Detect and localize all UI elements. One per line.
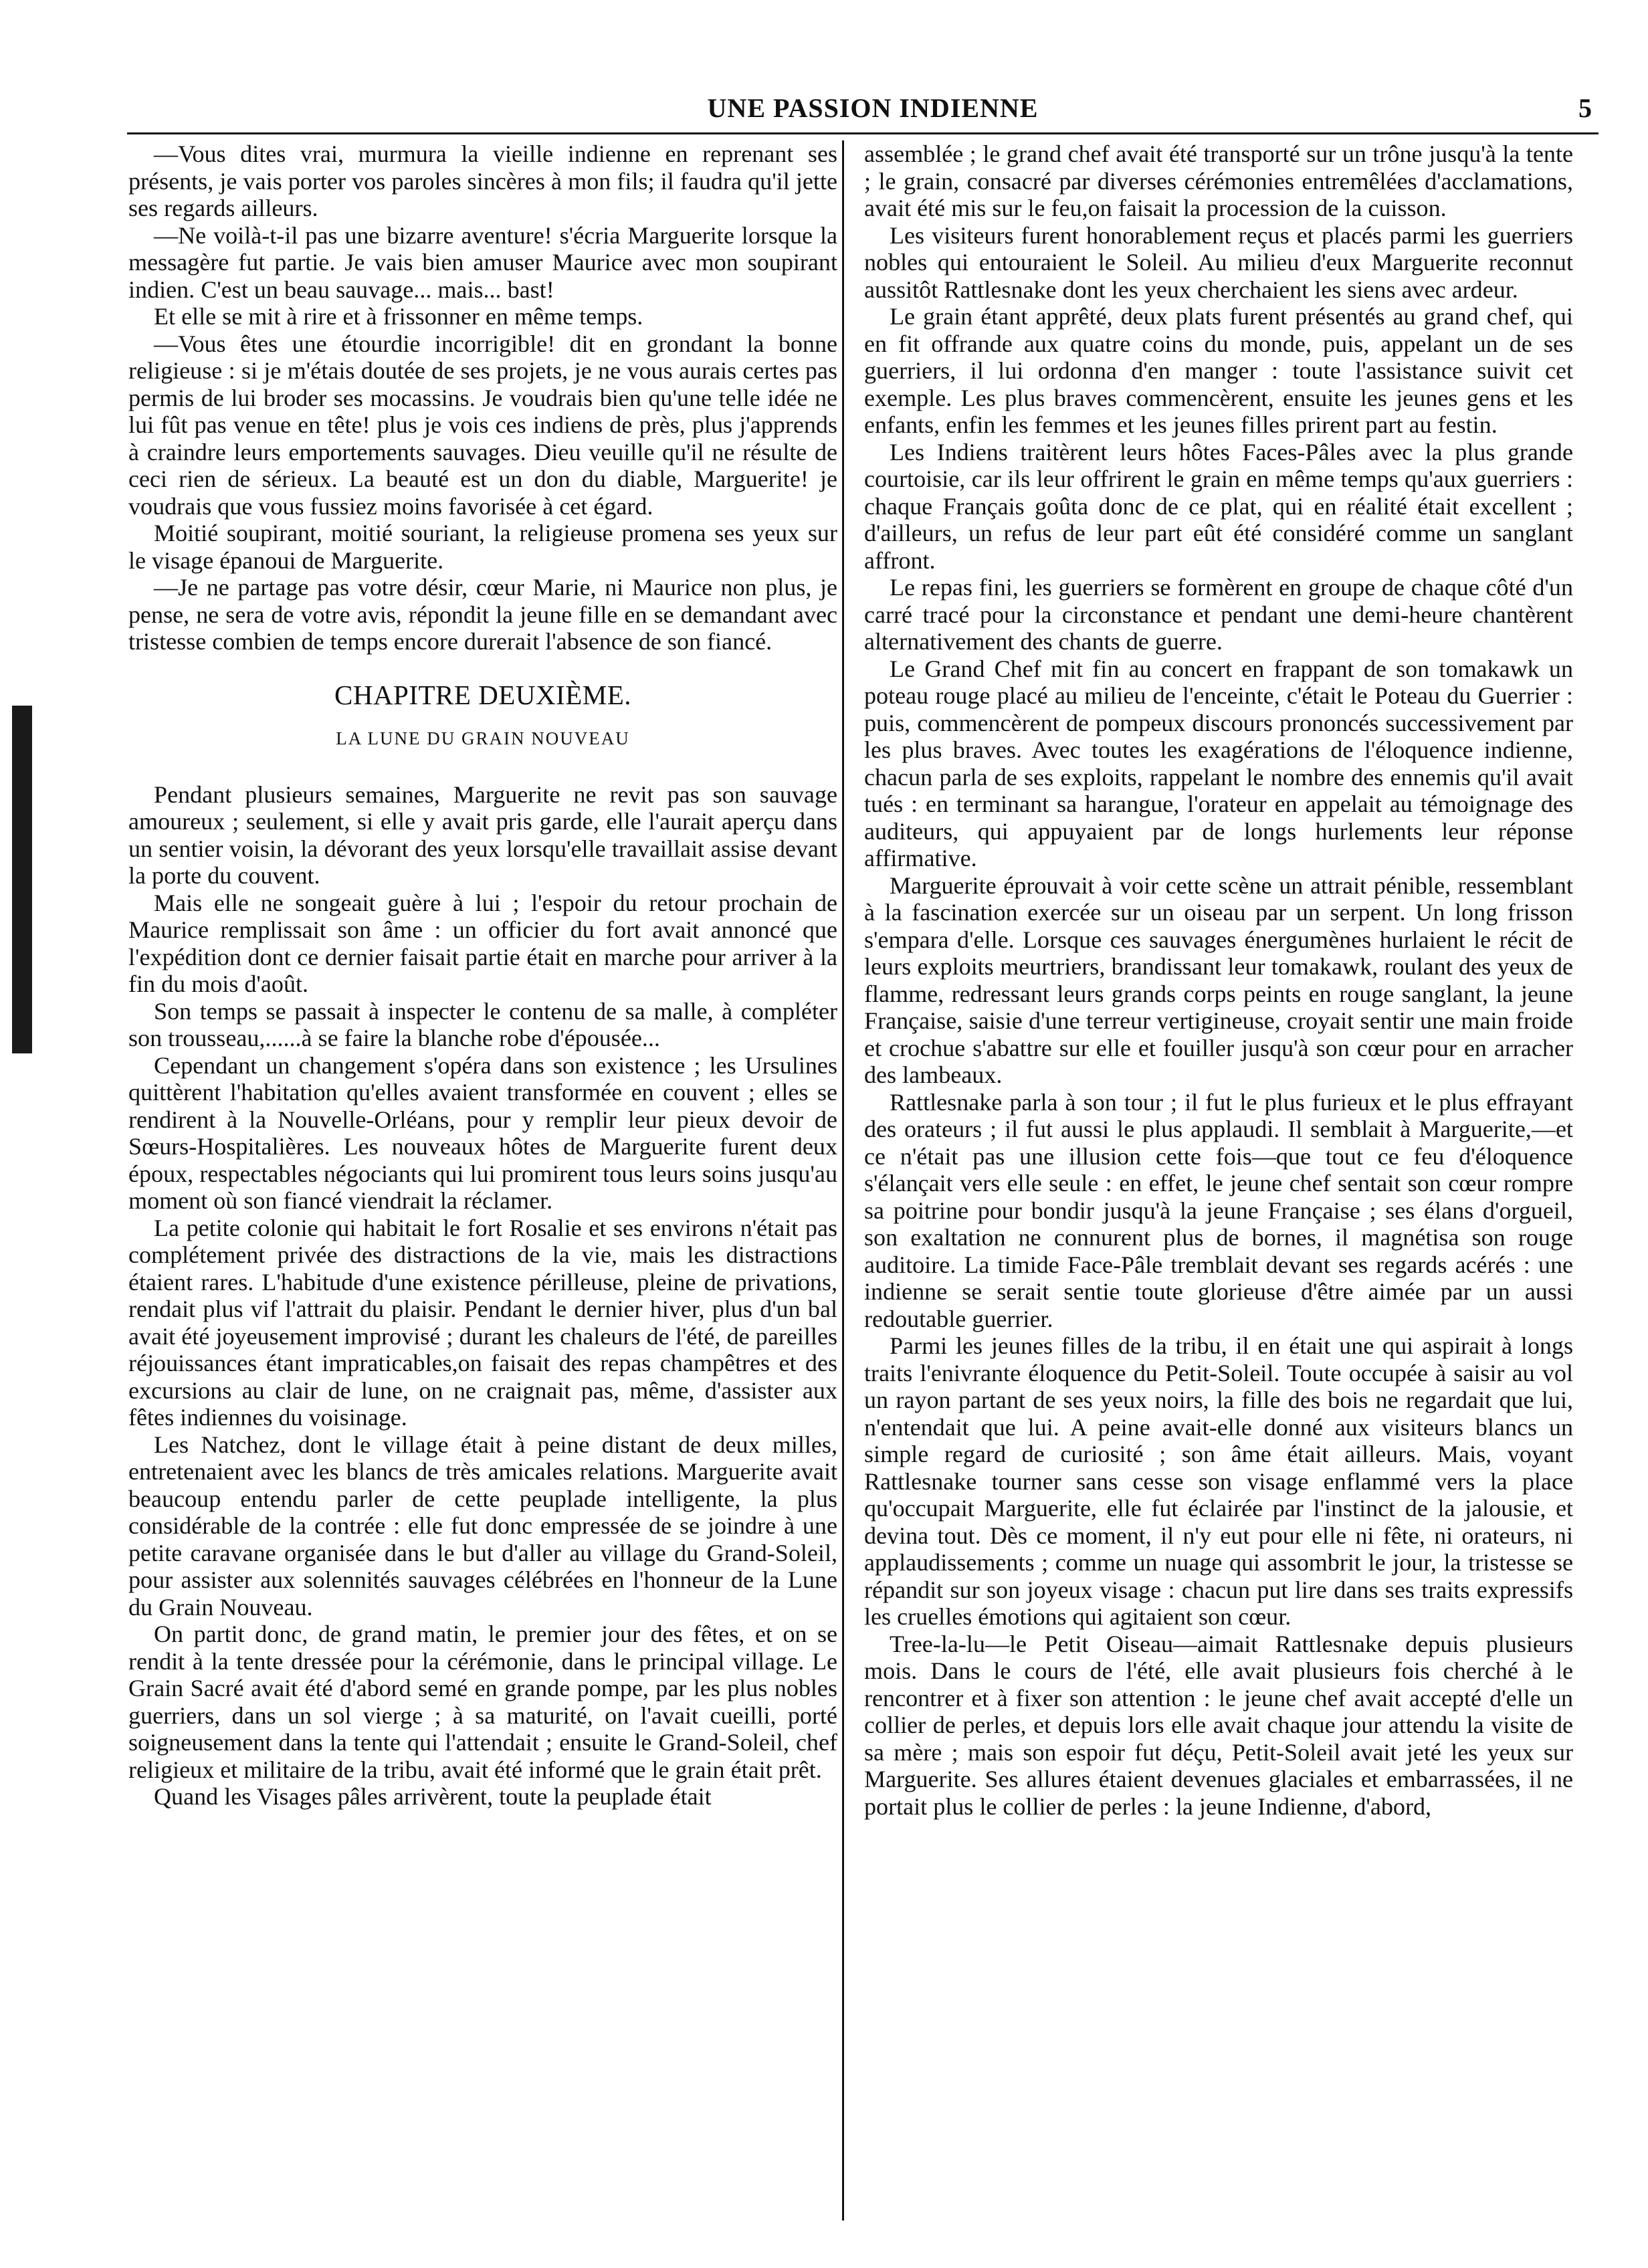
header-rule xyxy=(127,132,1599,134)
paragraph: —Vous dites vrai, murmura la vieille indienne en reprenant ses présents, je vais porter vos paroles sincères à mon fils; il faudra qu'il jette ses regards ailleurs. xyxy=(128,140,837,221)
paragraph: Les visiteurs furent honorablement reçus et placés parmi les guerriers nobles qui entouraient le Soleil. Au milieu d'eux Marguerite reconnut aussitôt Rattlesnake dont les yeux cherchaient les siens avec ardeur. xyxy=(864,221,1573,303)
paragraph: Son temps se passait à inspecter le contenu de sa malle, à compléter son trousseau,......à se faire la blanche robe d'épousée... xyxy=(128,997,837,1051)
chapter-title: CHAPITRE DEUXIÈME. xyxy=(334,679,632,710)
left-column xyxy=(128,140,837,2221)
paragraph: Cependant un changement s'opéra dans son existence ; les Ursulines quittèrent l'habitation qu'elles avaient transformée en couvent ; elles se rendirent à la Nouvelle-Orléans, pour y remplir leur pieux devoir de Sœurs-Hospitalières. Les nouveaux hôtes de Marguerite furent deux époux, respectables négociants qui lui promirent tous leurs soins jusqu'au moment où son fiancé viendrait la réclamer. xyxy=(128,1051,837,1214)
paragraph: —Vous êtes une étourdie incorrigible! dit en grondant la bonne religieuse : si je m'étais doutée de ses projets, je ne vous aurais certes pas permis de lui broder ses mocassins. Je voudrais bien qu'une telle idée ne lui fût pas venue en tête! plus je vois ces indiens de près, plus j'apprends à craindre leurs emportements sauvages. Dieu veuille qu'il ne résulte de ceci rien de sérieux. La beauté est un don du diable, Marguerite! je voudrais que vous fussiez moins favorisée à cet égard. xyxy=(128,330,837,520)
paragraph: Parmi les jeunes filles de la tribu, il en était une qui aspirait à longs traits l'enivrante éloquence du Petit-Soleil. Toute occupée à saisir au vol un rayon partant de ses yeux noirs, la fille des bois ne regardait que lui, n'entendait que lui. A peine avait-elle donné aux visiteurs blancs un simple regard de curiosité ; son âme était ailleurs. Mais, voyant Rattlesnake tourner sans cesse son visage enflammé vers la place qu'occupait Marguerite, elle fut éclairée par l'instinct de la jalousie, et devina tout. Dès ce moment, il n'y eut pour elle ni fête, ni orateurs, ni applaudissements ; comme un nuage qui assombrit le jour, la tristesse se répandit sur son joyeux visage : chacun put lire dans ses traits expressifs les cruelles émotions qui agitaient son cœur. xyxy=(864,1332,1573,1630)
paragraph: Le Grand Chef mit fin au concert en frappant de son tomakawk un poteau rouge placé au milieu de l'enceinte, c'était le Poteau du Guerrier : puis, commencèrent de pompeux discours prononcés successivement par les plus braves. Avec toutes les exagérations de l'éloquence indienne, chacun parla de ses exploits, rappelant le nombre des ennemis qu'il avait tués : en terminant sa harangue, l'orateur en appelait au témoignage des auditeurs, qui appuyaient par de longs hurlements leur réponse affirmative. xyxy=(864,655,1573,871)
paragraph: Quand les Visages pâles arrivèrent, toute la peuplade était xyxy=(154,1783,712,1810)
paragraph: Tree-la-lu—le Petit Oiseau—aimait Rattlesnake depuis plusieurs mois. Dans le cours de l'été, elle avait plusieurs fois cherché à le rencontrer et à fixer son attention : le jeune chef avait accepté d'elle un collier de perles, et depuis lors elle avait chaque jour attendu la visite de sa mère ; mais son espoir fut déçu, Petit-Soleil avait jeté les yeux sur Marguerite. Ses allures étaient devenues glaciales et embarrassées, il ne portait plus le collier de perles : la jeune Indienne, d'abord, xyxy=(864,1630,1573,1820)
right-column xyxy=(864,140,1573,2221)
paragraph: assemblée ; le grand chef avait été transporté sur un trône jusqu'à la tente ; le grain, consacré par diverses cérémonies entremêlées d'acclamations, avait été mis sur le feu,on faisait la procession de la cuisson. xyxy=(864,140,1573,221)
page-header xyxy=(154,88,1592,130)
paragraph: Marguerite éprouvait à voir cette scène un attrait pénible, ressemblant à la fascination exercée sur un oiseau par un serpent. Un long frisson s'empara d'elle. Lorsque ces sauvages énergumènes hurlaient le récit de leurs exploits meurtriers, brandissant leur tomakawk, roulant des yeux de flamme, redressant leurs grands corps peints en rouge sanglant, la jeune Française, saisie d'une terreur vertigineuse, croyait sentir une main froide et crochue s'abattre sur elle et fouiller jusqu'à son cœur pour en arracher des lambeaux. xyxy=(864,871,1573,1088)
paragraph: Les Indiens traitèrent leurs hôtes Faces-Pâles avec la plus grande courtoisie, car ils leur offrirent le grain en même temps qu'aux guerriers : chaque Français goûta donc de ce plat, qui en réalité était excellent ; d'ailleurs, un refus de leur part eût été considéré comme un sanglant affront. xyxy=(864,438,1573,574)
paragraph: Mais elle ne songeait guère à lui ; l'espoir du retour prochain de Maurice remplissait son âme : un officier du fort avait annoncé que l'expédition dont ce dernier faisait partie était en marche pour arriver à la fin du mois d'août. xyxy=(128,889,837,997)
paragraph: Les Natchez, dont le village était à peine distant de deux milles, entretenaient avec les blancs de très amicales relations. Marguerite avait beaucoup entendu parler de cette peuplade intelligente, la plus considérable de la contrée : elle fut donc empressée de se joindre à une petite caravane organisée dans le but d'aller au village du Grand-Soleil, pour assister aux solennités sauvages célébrées en l'honneur de la Lune du Grain Nouveau. xyxy=(128,1431,837,1621)
paragraph: Pendant plusieurs semaines, Marguerite ne revit pas son sauvage amoureux ; seulement, si elle y avait pris garde, elle l'aurait aperçu dans un sentier voisin, la dévorant des yeux lorsqu'elle travaillait assise devant la porte du couvent. xyxy=(128,781,837,889)
column-divider xyxy=(842,140,844,2221)
paragraph: Rattlesnake parla à son tour ; il fut le plus furieux et le plus effrayant des orateurs ; il fut aussi le plus applaudi. Il semblait à Marguerite,—et ce n'était pas une illusion cette fois—que tout ce feu d'éloquence s'élançait vers elle seule : en effet, le jeune chef sentait son cœur rompre sa poitrine pour bondir jusqu'à la jeune Française ; ses élans d'orgueil, son exaltation ne connurent plus de bornes, il magnétisa son rouge auditoire. La timide Face-Pâle tremblait devant ses regards acérés : une indienne se serait sentie toute glorieuse d'être aimée par un aussi redoutable guerrier. xyxy=(864,1088,1573,1332)
paragraph: La petite colonie qui habitait le fort Rosalie et ses environs n'était pas complétement privée des distractions de la vie, mais les distractions étaient rares. L'habitude d'une existence périlleuse, pleine de privations, rendait plus vif l'attrait du plaisir. Pendant le dernier hiver, plus d'un bal avait été joyeusement improvisé ; durant les chaleurs de l'été, de pareilles réjouissances étant impraticables,on faisait des repas champêtres et des excursions au clair de lune, on ne craignait pas, même, d'assister aux fêtes indiennes du voisinage. xyxy=(128,1214,837,1431)
paragraph: —Ne voilà-t-il pas une bizarre aventure! s'écria Marguerite lorsque la messagère fut partie. Je vais bien amuser Maurice avec mon soupirant indien. C'est un beau sauvage... mais... bast! xyxy=(128,221,837,303)
section-title: LA LUNE DU GRAIN NOUVEAU xyxy=(336,728,630,748)
paragraph: —Je ne partage pas votre désir, cœur Marie, ni Maurice non plus, je pense, ne sera de votre avis, répondit la jeune fille en se demandant avec tristesse combien de temps encore durerait l'absence de son fiancé. xyxy=(128,574,837,655)
binding-mark xyxy=(12,706,32,1053)
running-title: UNE PASSION INDIENNE xyxy=(707,93,1039,123)
paragraph: Et elle se mit à rire et à frissonner en même temps. xyxy=(154,303,643,330)
paragraph: Le repas fini, les guerriers se formèrent en groupe de chaque côté d'un carré tracé pour la circonstance et pendant une demi-heure chantèrent alternativement des chants de guerre. xyxy=(864,574,1573,655)
paragraph: Le grain étant apprêté, deux plats furent présentés au grand chef, qui en fit offrande aux quatre coins du monde, puis, appelant un de ses guerriers, il lui ordonna d'en manger : toute l'assistance suivit cet exemple. Les plus braves commencèrent, ensuite les jeunes gens et les enfants, enfin les femmes et les jeunes filles prirent part au festin. xyxy=(864,303,1573,438)
page-number: 5 xyxy=(1578,93,1592,123)
paragraph: On partit donc, de grand matin, le premier jour des fêtes, et on se rendit à la tente dressée pour la cérémonie, dans le principal village. Le Grain Sacré avait été d'abord semé en grande pompe, par les plus nobles guerriers, dans un sol vierge ; à sa maturité, on l'avait cueilli, porté soigneusement dans la tente qui l'attendait ; ensuite le Grand-Soleil, chef religieux et militaire de la tribu, avait été informé que le grain était prêt. xyxy=(128,1621,837,1783)
paragraph: Moitié soupirant, moitié souriant, la religieuse promena ses yeux sur le visage épanoui de Marguerite. xyxy=(128,520,837,574)
